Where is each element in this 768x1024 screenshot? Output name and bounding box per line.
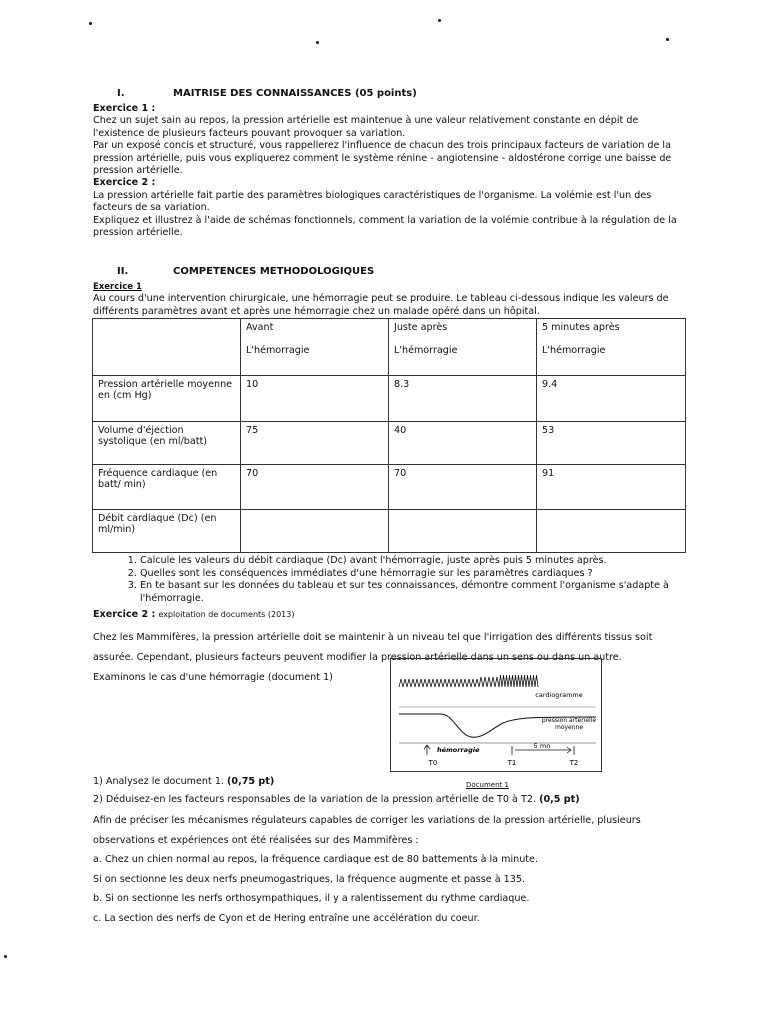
question-item: 3. En te basant sur les données du tableau et sur tes connaissances, démontre comment l'organisme s'adapte à l'hémorragie. (140, 580, 700, 605)
table-row (93, 376, 686, 422)
table-header-cell: Avant L'hémorragie (241, 319, 389, 376)
section-2-heading (117, 266, 374, 277)
section-1-heading (117, 88, 417, 99)
table-cell: 70 (241, 465, 389, 510)
figure-caption: Document 1 (466, 781, 509, 789)
text-line: Chez un sujet sain au repos, la pression artérielle est maintenue à une valeur relativement constante en dépit de (93, 115, 639, 127)
scan-speck (438, 19, 441, 22)
t1-label: T1 (507, 759, 517, 767)
question-1: 1) Analysez le document 1. (0,75 pt) (93, 776, 275, 787)
table-cell: 53 (537, 422, 686, 465)
t0-label: T0 (428, 759, 438, 767)
table-header-cell: 5 minutes après L'hémorragie (537, 319, 686, 376)
table-cell: 40 (389, 422, 537, 465)
scan-speck (89, 22, 92, 25)
exercise-subtitle: exploitation de documents (2013) (158, 610, 295, 619)
closing-paragraph (93, 811, 693, 928)
section-2-title: COMPETENCES METHODOLOGIQUES (173, 266, 375, 277)
section-1-number: I. (117, 88, 125, 99)
table-cell (389, 510, 537, 553)
text-line: l'existence de plusieurs facteurs pouvant provoquer sa variation. (93, 127, 406, 139)
text-line: Chez les Mammifères, la pression artérielle doit se maintenir à un niveau tel que l'irrigation des différents tissus soit (93, 632, 653, 643)
scan-speck (666, 38, 669, 41)
text-line: c. La section des nerfs de Cyon et de Hering entraîne une accélération du coeur. (93, 912, 480, 924)
row-label: Volume d'éjection systolique (en ml/batt) (93, 422, 241, 465)
text-line: Par un exposé concis et structuré, vous rappellerez l'influence de chacun des trois principaux facteurs de variation de la (93, 140, 671, 152)
text-line: assurée. Cependant, plusieurs facteurs peuvent modifier la pression artérielle dans un sens ou dans un autre. (93, 652, 622, 663)
duration-label: 5 mn (533, 742, 551, 750)
text-line: différents paramètres avant et après une hémorragie chez un malade opéré dans un hôpital. (93, 305, 540, 317)
table-cell: 70 (389, 465, 537, 510)
exercise-title: Exercice 2 : (93, 609, 156, 620)
cardiogram-label: cardiogramme (535, 691, 583, 699)
table-cell (241, 510, 389, 553)
text-line: pression artérielle, puis vous expliquerez comment le système rénine - angiotensine - aldostérone corrige une baisse de (93, 152, 672, 164)
text-line: facteurs de sa variation. (93, 202, 210, 214)
table-row (93, 465, 686, 510)
table-row (93, 422, 686, 465)
text-line: Au cours d'une intervention chirurgicale, une hémorragie peut se produire. Le tableau ci-dessous indique les valeurs de (93, 293, 669, 305)
question-item: 2. Quelles sont les conséquences immédiates d'une hémorragie sur les paramètres cardiaques ? (140, 568, 700, 581)
section-2-exercise-1-intro (93, 281, 693, 318)
table-cell: 75 (241, 422, 389, 465)
table-header-row (93, 319, 686, 376)
hemorrhage-label: hémorragie (437, 746, 480, 754)
row-label: Débit cardiaque (Dc) (en ml/min) (93, 510, 241, 553)
section-1-title: MAITRISE DES CONNAISSANCES (05 points) (173, 88, 417, 99)
table-corner-cell (93, 319, 241, 376)
table-cell: 10 (241, 376, 389, 422)
table-cell (537, 510, 686, 553)
table-header-cell: Juste après L'hémorragie (389, 319, 537, 376)
section-1-exercise-1 (93, 103, 693, 239)
table-cell: 91 (537, 465, 686, 510)
cardiogram-trace (399, 675, 538, 687)
text-line: observations et expériences ont été réalisées sur des Mammifères : (93, 834, 419, 846)
hemorrhage-data-table (92, 318, 686, 553)
table-cell: 9.4 (537, 376, 686, 422)
pressure-label-line-2: moyenne (554, 724, 584, 731)
table-cell: 8.3 (389, 376, 537, 422)
scan-speck (316, 41, 319, 44)
row-label: Fréquence cardiaque (en batt/ min) (93, 465, 241, 510)
cardiogram-graph (391, 659, 601, 771)
question-2: 2) Déduisez-en les facteurs responsables de la variation de la pression artérielle de T0 à T2. (0,5 pt) (93, 794, 580, 805)
exercise-title: Exercice 2 : (93, 177, 156, 189)
text-line: pression artérielle. (93, 227, 183, 239)
exercise-1-questions (118, 555, 700, 605)
exercise-title: Exercice 1 : (93, 103, 156, 114)
text-line: Examinons le cas d'une hémorragie (document 1) (93, 672, 333, 683)
text-line: Si on sectionne les deux nerfs pneumogastriques, la fréquence augmente et passe à 135. (93, 873, 526, 885)
text-line: b. Si on sectionne les nerfs orthosympathiques, il y a ralentissement du rythme cardiaque. (93, 893, 530, 904)
scan-speck (4, 955, 7, 958)
text-line: La pression artérielle fait partie des paramètres biologiques caractéristiques de l'organisme. La volémie est l'un des (93, 189, 652, 201)
question-item: 1. Calcule les valeurs du débit cardiaque (Dc) avant l'hémorragie, juste après puis 5 minutes après. (140, 555, 700, 568)
section-2-number: II. (117, 266, 129, 277)
document-1-figure (390, 658, 602, 772)
text-line: a. Chez un chien normal au repos, la fréquence cardiaque est de 80 battements à la minute. (93, 854, 538, 865)
table-row (93, 510, 686, 553)
exercise-2-heading (93, 609, 693, 621)
t2-label: T2 (569, 759, 579, 767)
pressure-label-line-1: pression artérielle (541, 717, 597, 724)
row-label: Pression artérielle moyenne en (cm Hg) (93, 376, 241, 422)
text-line: Expliquez et illustrez à l'aide de schémas fonctionnels, comment la variation de la volémie contribue à la régulation de la (93, 214, 677, 226)
text-line: Afin de préciser les mécanismes régulateurs capables de corriger les variations de la pression artérielle, plusieurs (93, 815, 641, 826)
exercise-title: Exercice 1 (93, 282, 142, 292)
text-line: pression artérielle. (93, 165, 183, 177)
